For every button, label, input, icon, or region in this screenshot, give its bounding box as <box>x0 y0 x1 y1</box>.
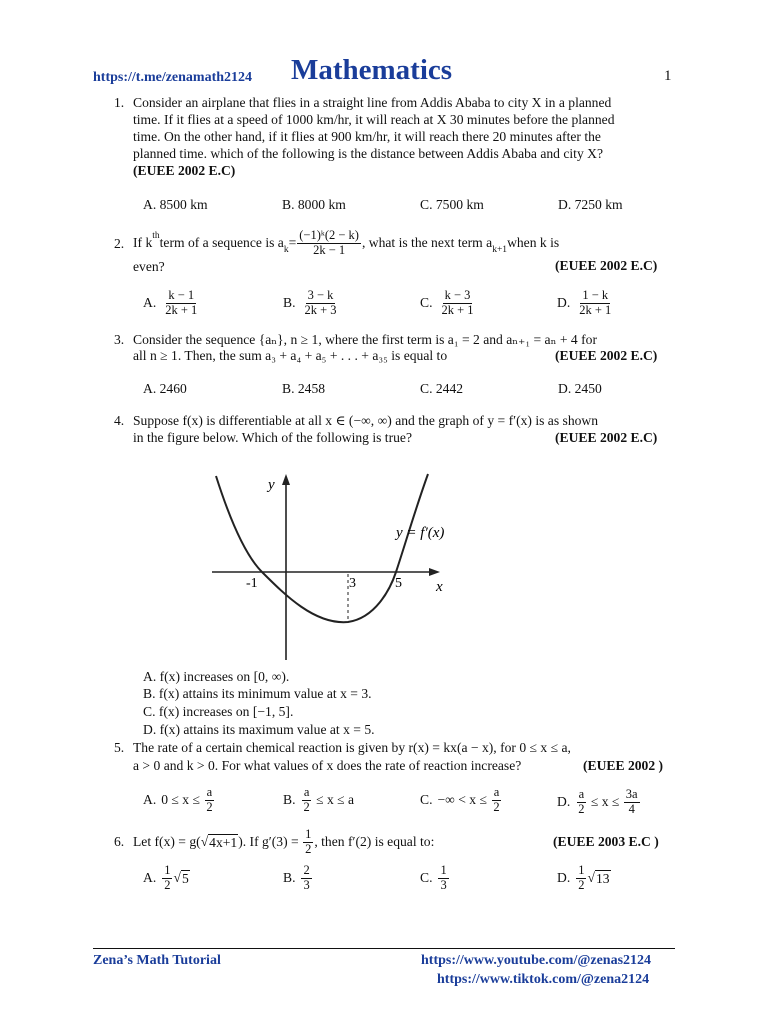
option-d[interactable] <box>557 784 641 820</box>
text: ≤ x ≤ <box>587 794 623 809</box>
question-text-line: Consider an airplane that flies in a straight line from Addis Ababa to city X in a planned <box>133 95 612 110</box>
option-c[interactable] <box>420 285 477 321</box>
fraction <box>162 864 172 891</box>
question-number: 5. <box>114 740 125 755</box>
option-a[interactable]: A. 2460 <box>143 381 187 396</box>
curve-f-prime <box>216 474 428 622</box>
question-source: (EUEE 2002 E.C) <box>133 163 236 178</box>
question-text-line: in the figure below. Which of the following is true? <box>133 430 412 445</box>
tick-label-3: 3 <box>349 576 356 591</box>
option-label: D. <box>557 295 571 310</box>
numerator: a <box>303 785 310 800</box>
numerator: 2 <box>303 863 310 878</box>
youtube-link[interactable]: https://www.youtube.com/@zenas2124 <box>421 953 652 968</box>
question-number: 6. <box>114 834 125 849</box>
text: , then f′(2) is equal to: <box>314 834 435 849</box>
numerator: k − 3 <box>444 288 471 303</box>
radicand: 4x+1 <box>209 834 238 850</box>
option-label: D. <box>557 794 571 809</box>
fraction <box>439 289 475 316</box>
question-number: 3. <box>114 332 125 347</box>
option-label: B. <box>283 295 296 310</box>
x-axis-arrow <box>429 568 440 576</box>
tick-label-neg1: -1 <box>246 576 258 591</box>
sqrt-symbol: √ <box>200 834 209 849</box>
derivative-graph <box>200 460 500 660</box>
numerator: 3a <box>625 787 638 802</box>
fraction <box>301 786 311 813</box>
option-c[interactable] <box>420 782 503 818</box>
text: when k is <box>507 235 560 250</box>
denominator: 2k + 1 <box>579 302 612 317</box>
denominator: 2 <box>493 799 500 814</box>
denominator: 2 <box>164 877 171 892</box>
numerator: 1 <box>305 827 312 842</box>
text: 0 ≤ x ≤ <box>161 792 204 807</box>
question-source: (EUEE 2002 E.C) <box>555 430 658 445</box>
numerator: 1 <box>164 863 171 878</box>
numerator: 1 <box>440 863 447 878</box>
superscript: th <box>152 231 160 241</box>
option-c[interactable]: C. f(x) increases on [−1, 5]. <box>143 704 294 719</box>
y-axis-label: y <box>268 477 275 493</box>
header-link[interactable]: https://t.me/zenamath2124 <box>93 70 253 85</box>
numerator: k − 1 <box>168 288 195 303</box>
option-label: C. <box>420 792 433 807</box>
denominator: 4 <box>628 801 635 816</box>
option-b[interactable] <box>283 782 354 818</box>
question-source: (EUEE 2002 ) <box>583 758 664 773</box>
denominator: 2 <box>303 799 310 814</box>
page-number: 1 <box>664 68 672 84</box>
question-text-line: time. If it flies at a speed of 1000 km/hr, it will reach at X 30 minutes before the planned <box>133 112 615 127</box>
option-label: C. <box>420 870 433 885</box>
text: ). If g′(3) = <box>238 834 303 849</box>
question-text-line: all n ≥ 1. Then, the sum a₃ + a₄ + a₅ + . . . + a₃₅ is equal to <box>133 348 448 363</box>
option-d[interactable]: D. f(x) attains its maximum value at x = 5. <box>143 722 375 737</box>
text: = <box>288 235 297 250</box>
question-text-line: The rate of a certain chemical reaction is given by r(x) = kx(a − x), for 0 ≤ x ≤ a, <box>133 740 571 755</box>
denominator: 2k + 1 <box>441 302 474 317</box>
question-number: 1. <box>114 95 125 110</box>
text: −∞ < x ≤ <box>437 792 491 807</box>
question-text-line <box>133 225 559 261</box>
question-text-line: even? <box>133 259 165 274</box>
denominator: 3 <box>440 877 447 892</box>
page-title: Mathematics <box>291 54 453 86</box>
fraction <box>301 864 311 891</box>
question-source: (EUEE 2002 E.C) <box>555 348 658 363</box>
numerator: 1 <box>578 863 585 878</box>
fraction <box>576 864 586 891</box>
subscript: k+1 <box>492 245 508 255</box>
radicand: 13 <box>595 870 610 886</box>
option-label: B. <box>283 870 296 885</box>
question-source: (EUEE 2002 E.C) <box>555 258 658 273</box>
question-text-line: Consider the sequence {aₙ}, n ≥ 1, where the first term is a₁ = 2 and aₙ₊₁ = aₙ + 4 for <box>133 332 597 347</box>
option-d[interactable]: D. 2450 <box>558 381 602 396</box>
option-c[interactable]: C. 7500 km <box>420 197 484 212</box>
question-source: (EUEE 2003 E.C ) <box>553 834 659 849</box>
option-d[interactable]: D. 7250 km <box>558 197 623 212</box>
denominator: 2k + 1 <box>165 302 198 317</box>
x-axis-label: x <box>436 579 443 595</box>
question-text-line <box>133 824 434 860</box>
numerator: a <box>493 785 500 800</box>
fraction <box>204 786 214 813</box>
curve-label: y = f′(x) <box>396 525 445 541</box>
fraction <box>491 786 501 813</box>
option-a[interactable] <box>143 285 200 321</box>
option-a[interactable] <box>143 782 216 818</box>
y-axis-arrow <box>282 474 290 485</box>
subscript: k <box>283 245 289 255</box>
denominator: 2 <box>305 841 312 856</box>
sqrt-symbol: √ <box>587 870 595 885</box>
option-label: C. <box>420 295 433 310</box>
denominator: 2k − 1 <box>313 242 346 257</box>
option-d[interactable] <box>557 860 611 896</box>
text: , what is the next term a <box>361 235 493 250</box>
numerator: (−1)ᵏ(2 − k) <box>299 228 359 243</box>
option-label: B. <box>283 792 296 807</box>
option-a[interactable]: A. 8500 km <box>143 197 208 212</box>
question-number: 4. <box>114 413 125 428</box>
option-c[interactable] <box>420 860 450 896</box>
text: ≤ x ≤ a <box>312 792 355 807</box>
option-a[interactable] <box>143 860 190 896</box>
denominator: 3 <box>303 877 310 892</box>
numerator: a <box>578 787 585 802</box>
fraction <box>303 828 313 855</box>
question-number: 2. <box>114 236 125 251</box>
tiktok-link[interactable]: https://www.tiktok.com/@zena2124 <box>437 972 650 987</box>
numerator: 1 − k <box>582 288 609 303</box>
option-b[interactable] <box>283 285 340 321</box>
numerator: 3 − k <box>307 288 334 303</box>
fraction <box>438 864 448 891</box>
footer-brand: Zena’s Math Tutorial <box>93 953 221 968</box>
option-c[interactable]: C. 2442 <box>420 381 464 396</box>
fraction <box>576 788 586 815</box>
fraction <box>297 229 361 256</box>
fraction <box>163 289 199 316</box>
denominator: 2 <box>578 801 585 816</box>
denominator: 2 <box>578 877 585 892</box>
fraction <box>577 289 613 316</box>
option-label: A. <box>143 792 157 807</box>
option-b[interactable] <box>283 860 313 896</box>
radicand: 5 <box>181 870 189 886</box>
question-text-line: planned time. which of the following is the distance between Addis Ababa and city X? <box>133 146 603 161</box>
numerator: a <box>206 785 213 800</box>
option-b[interactable]: B. 2458 <box>282 381 326 396</box>
fraction <box>302 289 338 316</box>
option-label: A. <box>143 295 157 310</box>
denominator: 2k + 3 <box>304 302 337 317</box>
sqrt-symbol: √ <box>173 870 181 885</box>
option-a[interactable]: A. f(x) increases on [0, ∞). <box>143 669 290 684</box>
fraction <box>624 788 640 815</box>
question-text-line: a > 0 and k > 0. For what values of x does the rate of reaction increase? <box>133 758 522 773</box>
text: If k <box>133 235 153 250</box>
text: Let f(x) = g( <box>133 834 201 849</box>
option-label: D. <box>557 870 571 885</box>
option-d[interactable] <box>557 285 614 321</box>
footer-divider <box>93 948 675 949</box>
text: term of a sequence is a <box>159 235 284 250</box>
denominator: 2 <box>206 799 213 814</box>
tick-label-5: 5 <box>395 576 402 591</box>
option-label: A. <box>143 870 157 885</box>
question-text-line: time. On the other hand, if it flies at 900 km/hr, it will reach there 20 minutes after the <box>133 129 601 144</box>
question-text-line: Suppose f(x) is differentiable at all x ∈ (−∞, ∞) and the graph of y = f′(x) is as shown <box>133 413 599 428</box>
option-b[interactable]: B. f(x) attains its minimum value at x = 3. <box>143 686 372 701</box>
option-b[interactable]: B. 8000 km <box>282 197 346 212</box>
